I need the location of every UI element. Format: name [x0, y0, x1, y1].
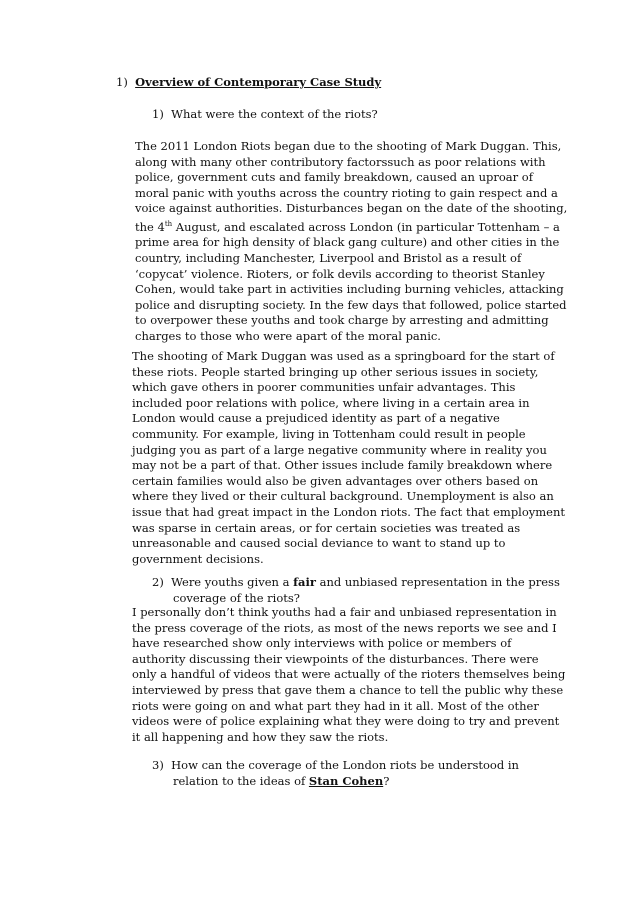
paragraph-line: authority discussing their viewpoints of the disturbances. There were [132, 651, 539, 666]
paragraph-line: videos were of police explaining what they were doing to try and prevent [132, 714, 560, 729]
paragraph-line: police, government cuts and family breakdown, caused an uproar of [135, 170, 533, 185]
paragraph-line: community. For example, living in Tottenham could result in people [132, 426, 526, 441]
paragraph-line: The shooting of Mark Duggan was used as a springboard for the start of [132, 349, 555, 363]
paragraph-line: included poor relations with police, where living in a certain area in [132, 395, 530, 410]
paragraph-line: voice against authorities. Disturbances began on the date of the shooting, [135, 201, 568, 216]
paragraph-line: the press coverage of the riots, as most of the news reports we see and I [132, 620, 557, 635]
paragraph-line: may not be a part of that. Other issues include family breakdown where [132, 458, 553, 473]
paragraph-duggan-shooting [132, 349, 565, 567]
section-heading [116, 75, 381, 91]
ordinal-suffix: th [164, 219, 173, 228]
paragraph-line: interviewed by press that gave them a chance to tell the public why these [132, 682, 564, 697]
question-emphasis: Stan Cohen [308, 773, 384, 788]
paragraph-line: unreasonable and caused social deviance to want to stand up to [132, 536, 506, 551]
paragraph-line: to overpower these youths and took charge by arresting and admitting [135, 313, 549, 328]
question-3 [152, 758, 519, 789]
paragraph-line: along with many other contributory factorssuch as poor relations with [135, 154, 546, 169]
question-text: How can the coverage of the London riots be understood in [171, 758, 519, 772]
paragraph-line: issue that had great impact in the London riots. The fact that employment [132, 504, 566, 519]
paragraph-line: was sparse in certain areas, or for certain societies was treated as [132, 520, 521, 535]
paragraph-line: ‘copycat’ violence. Rioters, or folk devils according to theorist Stanley [135, 266, 545, 281]
paragraph-line: it all happening and how they saw the riots. [132, 729, 389, 744]
question-text: What were the context of the riots? [171, 107, 378, 121]
section-number: 1) [116, 75, 128, 89]
line-part: the 4 [135, 219, 165, 234]
paragraph-line: judging you as part of a large negative community where in reality you [132, 442, 547, 457]
paragraph-line: certain families would also be given advantages over others based on [132, 473, 539, 488]
question-text-line2: coverage of the riots? [173, 590, 300, 605]
question-number: 2) [152, 575, 164, 589]
paragraph-line: London would cause a prejudiced identity as part of a negative [132, 411, 500, 426]
paragraph-line: Cohen, would take part in activities including burning vehicles, attacking [135, 282, 564, 297]
paragraph-line: riots were going on and what part they had in it all. Most of the other [132, 698, 539, 713]
paragraph-line: have researched show only interviews with police or members of [132, 636, 512, 651]
paragraph-line: police and disrupting society. In the few days that followed, police started [135, 297, 567, 312]
paragraph-line: where they lived or their cultural background. Unemployment is also an [132, 489, 554, 504]
question-text-start: relation to the ideas of [173, 773, 309, 788]
paragraph-line: which gave others in poorer communities unfair advantages. This [132, 380, 516, 395]
paragraph-line: only a handful of videos that were actually of the rioters themselves being [132, 667, 566, 682]
line-part: August, and escalated across London (in particular Tottenham – a [172, 219, 560, 234]
paragraph-context [135, 139, 567, 345]
paragraph-line: government decisions. [132, 551, 264, 566]
question-number: 1) [152, 107, 164, 121]
question-text-start: Were youths given a [171, 575, 294, 589]
paragraph-line: these riots. People started bringing up other serious issues in society, [132, 364, 539, 379]
question-2 [152, 575, 560, 606]
paragraph-line: I personally don’t think youths had a fair and unbiased representation in [132, 605, 557, 619]
paragraph-line: moral panic with youths across the country rioting to gain respect and a [135, 185, 558, 200]
paragraph-line: The 2011 London Riots began due to the shooting of Mark Duggan. This, [135, 139, 562, 153]
section-title: Overview of Contemporary Case Study [135, 75, 382, 89]
paragraph-line: charges to those who were apart of the moral panic. [135, 328, 441, 343]
paragraph-representation [132, 605, 565, 745]
question-emphasis: fair [293, 575, 316, 589]
question-1 [152, 107, 378, 123]
paragraph-line [135, 217, 567, 235]
paragraph-line: country, including Manchester, Liverpool and Bristol as a result of [135, 250, 522, 265]
question-text-end: ? [383, 773, 390, 788]
paragraph-line: prime area for high density of black gang culture) and other cities in the [135, 235, 560, 250]
question-number: 3) [152, 758, 164, 772]
question-text-end: and unbiased representation in the press [315, 575, 560, 589]
